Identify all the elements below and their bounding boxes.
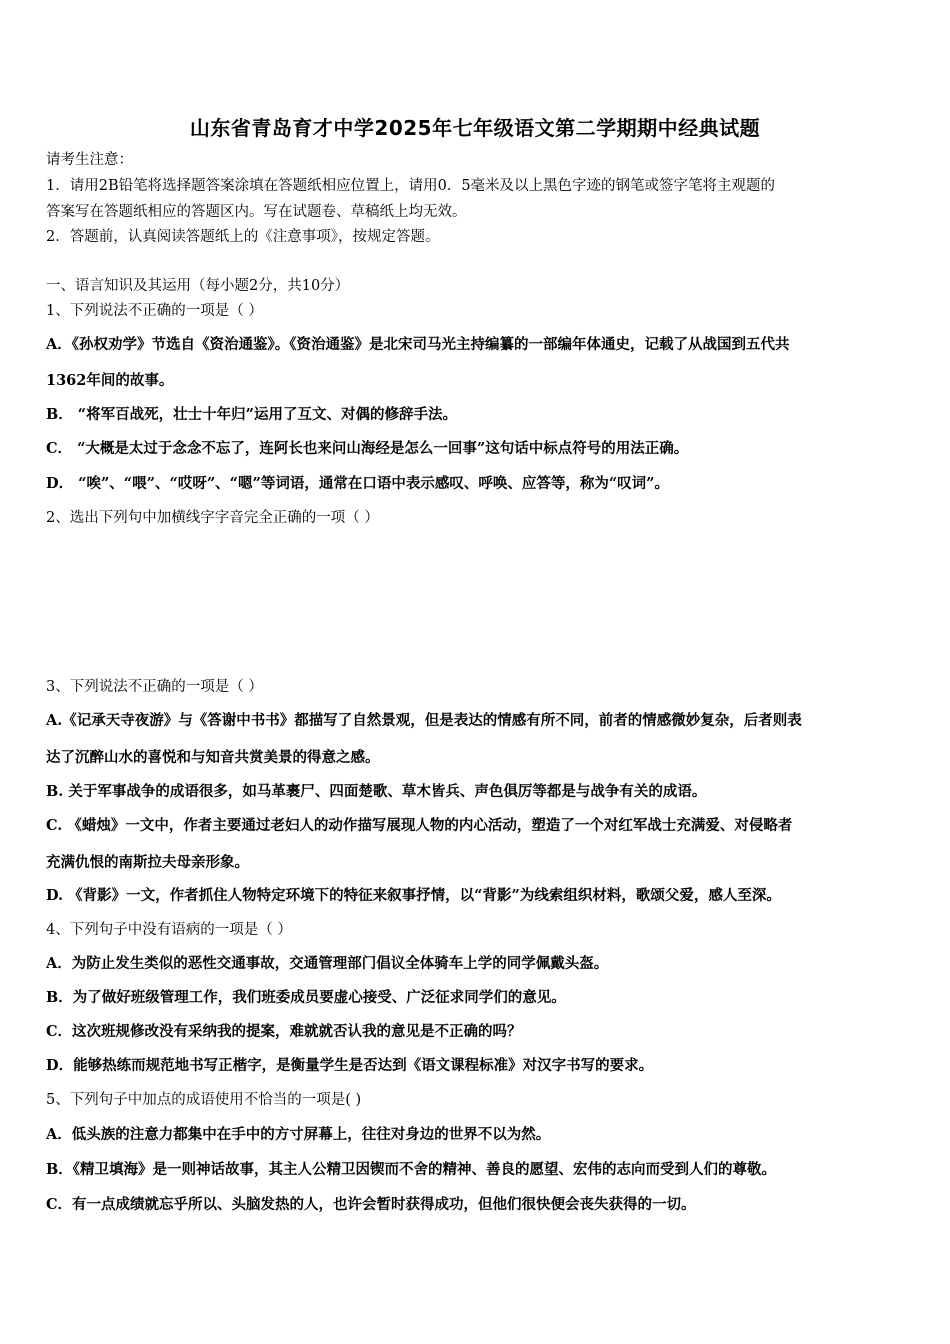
notice-item-1-line-2: 答案写在答题纸相应的答题区内。写在试题卷、草稿纸上均无效。: [46, 204, 467, 220]
section-1-heading: 一、语言知识及其运用（每小题2分，共10分）: [46, 278, 350, 294]
notice-item-1-line-1: 1．请用2B铅笔将选择题答案涂填在答题纸相应位置上，请用0．5毫米及以上黑色字迹的钢笔或签字笔将主观题的: [46, 178, 776, 194]
q3-option-c-line-1: C. 《蜡烛》一文中，作者主要通过老妇人的动作描写展现人物的内心活动，塑造了一个对红军战士充满爱、对侵略者: [46, 817, 793, 834]
q5-option-a: A．低头族的注意力都集中在手中的方寸屏幕上，往往对身边的世界不以为然。: [46, 1126, 551, 1143]
q1-option-d: D． “唉”、“喂”、“哎呀”、“嗯”等词语，通常在口语中表示感叹、呼唤、应答等，称为“叹词”。: [46, 475, 670, 492]
q3-option-a-line-2: 达了沉醉山水的喜悦和与知音共赏美景的得意之感。: [46, 749, 380, 766]
q4-stem: 4、下列句子中没有语病的一项是（ ）: [46, 922, 292, 938]
q1-stem: 1、下列说法不正确的一项是（ ）: [46, 303, 263, 319]
q2-stem: 2、选出下列句中加横线字字音完全正确的一项（ ）: [46, 510, 379, 526]
q5-option-c: C．有一点成绩就忘乎所以、头脑发热的人，也许会暂时获得成功，但他们很快便会丧失获得的一切。: [46, 1196, 696, 1213]
q1-option-b: B． “将军百战死，壮士十年归”运用了互文、对偶的修辞手法。: [46, 406, 457, 423]
q3-option-b: B. 关于军事战争的成语很多，如马革裹尸、四面楚歌、草木皆兵、声色俱厉等都是与战争有关的成语。: [46, 783, 707, 800]
q4-option-d: D．能够热练而规范地书写正楷字，是衡量学生是否达到《语文课程标准》对汉字书写的要求。: [46, 1057, 654, 1074]
q3-stem: 3、下列说法不正确的一项是（ ）: [46, 679, 263, 695]
q3-option-c-line-2: 充满仇恨的南斯拉夫母亲形象。: [46, 854, 249, 871]
q4-option-a: A．为防止发生类似的恶性交通事故，交通管理部门倡议全体骑车上学的同学佩戴头盔。: [46, 955, 609, 972]
q4-option-c: C．这次班规修改没有采纳我的提案，难就就否认我的意见是不正确的吗？: [46, 1023, 522, 1040]
q3-option-a-line-1: A.《记承天寺夜游》与《答谢中书书》都描写了自然景观，但是表达的情感有所不同，前者的情感微妙复杂，后者则表: [46, 712, 802, 729]
q1-option-a-line-2: 1362年间的故事。: [46, 372, 174, 389]
q4-option-b: B．为了做好班级管理工作，我们班委成员要虚心接受、广泛征求同学们的意见。: [46, 989, 566, 1006]
q1-option-a-line-1: A．《孙权劝学》节选自《资治通鉴》。《资治通鉴》是北宋司马光主持编纂的一部编年体通史，记载了从战国到五代共: [46, 336, 790, 353]
q5-stem: 5、下列句子中加点的成语使用不恰当的一项是( ): [46, 1092, 362, 1108]
q5-option-b: B．《精卫填海》是一则神话故事，其主人公精卫因锲而不舍的精神、善良的愿望、宏伟的志向而受到人们的尊敬。: [46, 1161, 777, 1178]
q3-option-d: D. 《背影》一文，作者抓住人物特定环境下的特征来叙事抒情，以“背影”为线索组织材料，歌颂父爱，感人至深。: [46, 887, 781, 904]
notice-heading: 请考生注意：: [46, 152, 133, 168]
q1-option-c: C． “大概是太过于念念不忘了，连阿长也来问山海经是怎么一回事”这句话中标点符号的用法正确。: [46, 440, 689, 457]
notice-item-2: 2．答题前，认真阅读答题纸上的《注意事项》，按规定答题。: [46, 229, 440, 245]
exam-title: 山东省青岛育才中学2025年七年级语文第二学期期中经典试题: [189, 116, 761, 140]
